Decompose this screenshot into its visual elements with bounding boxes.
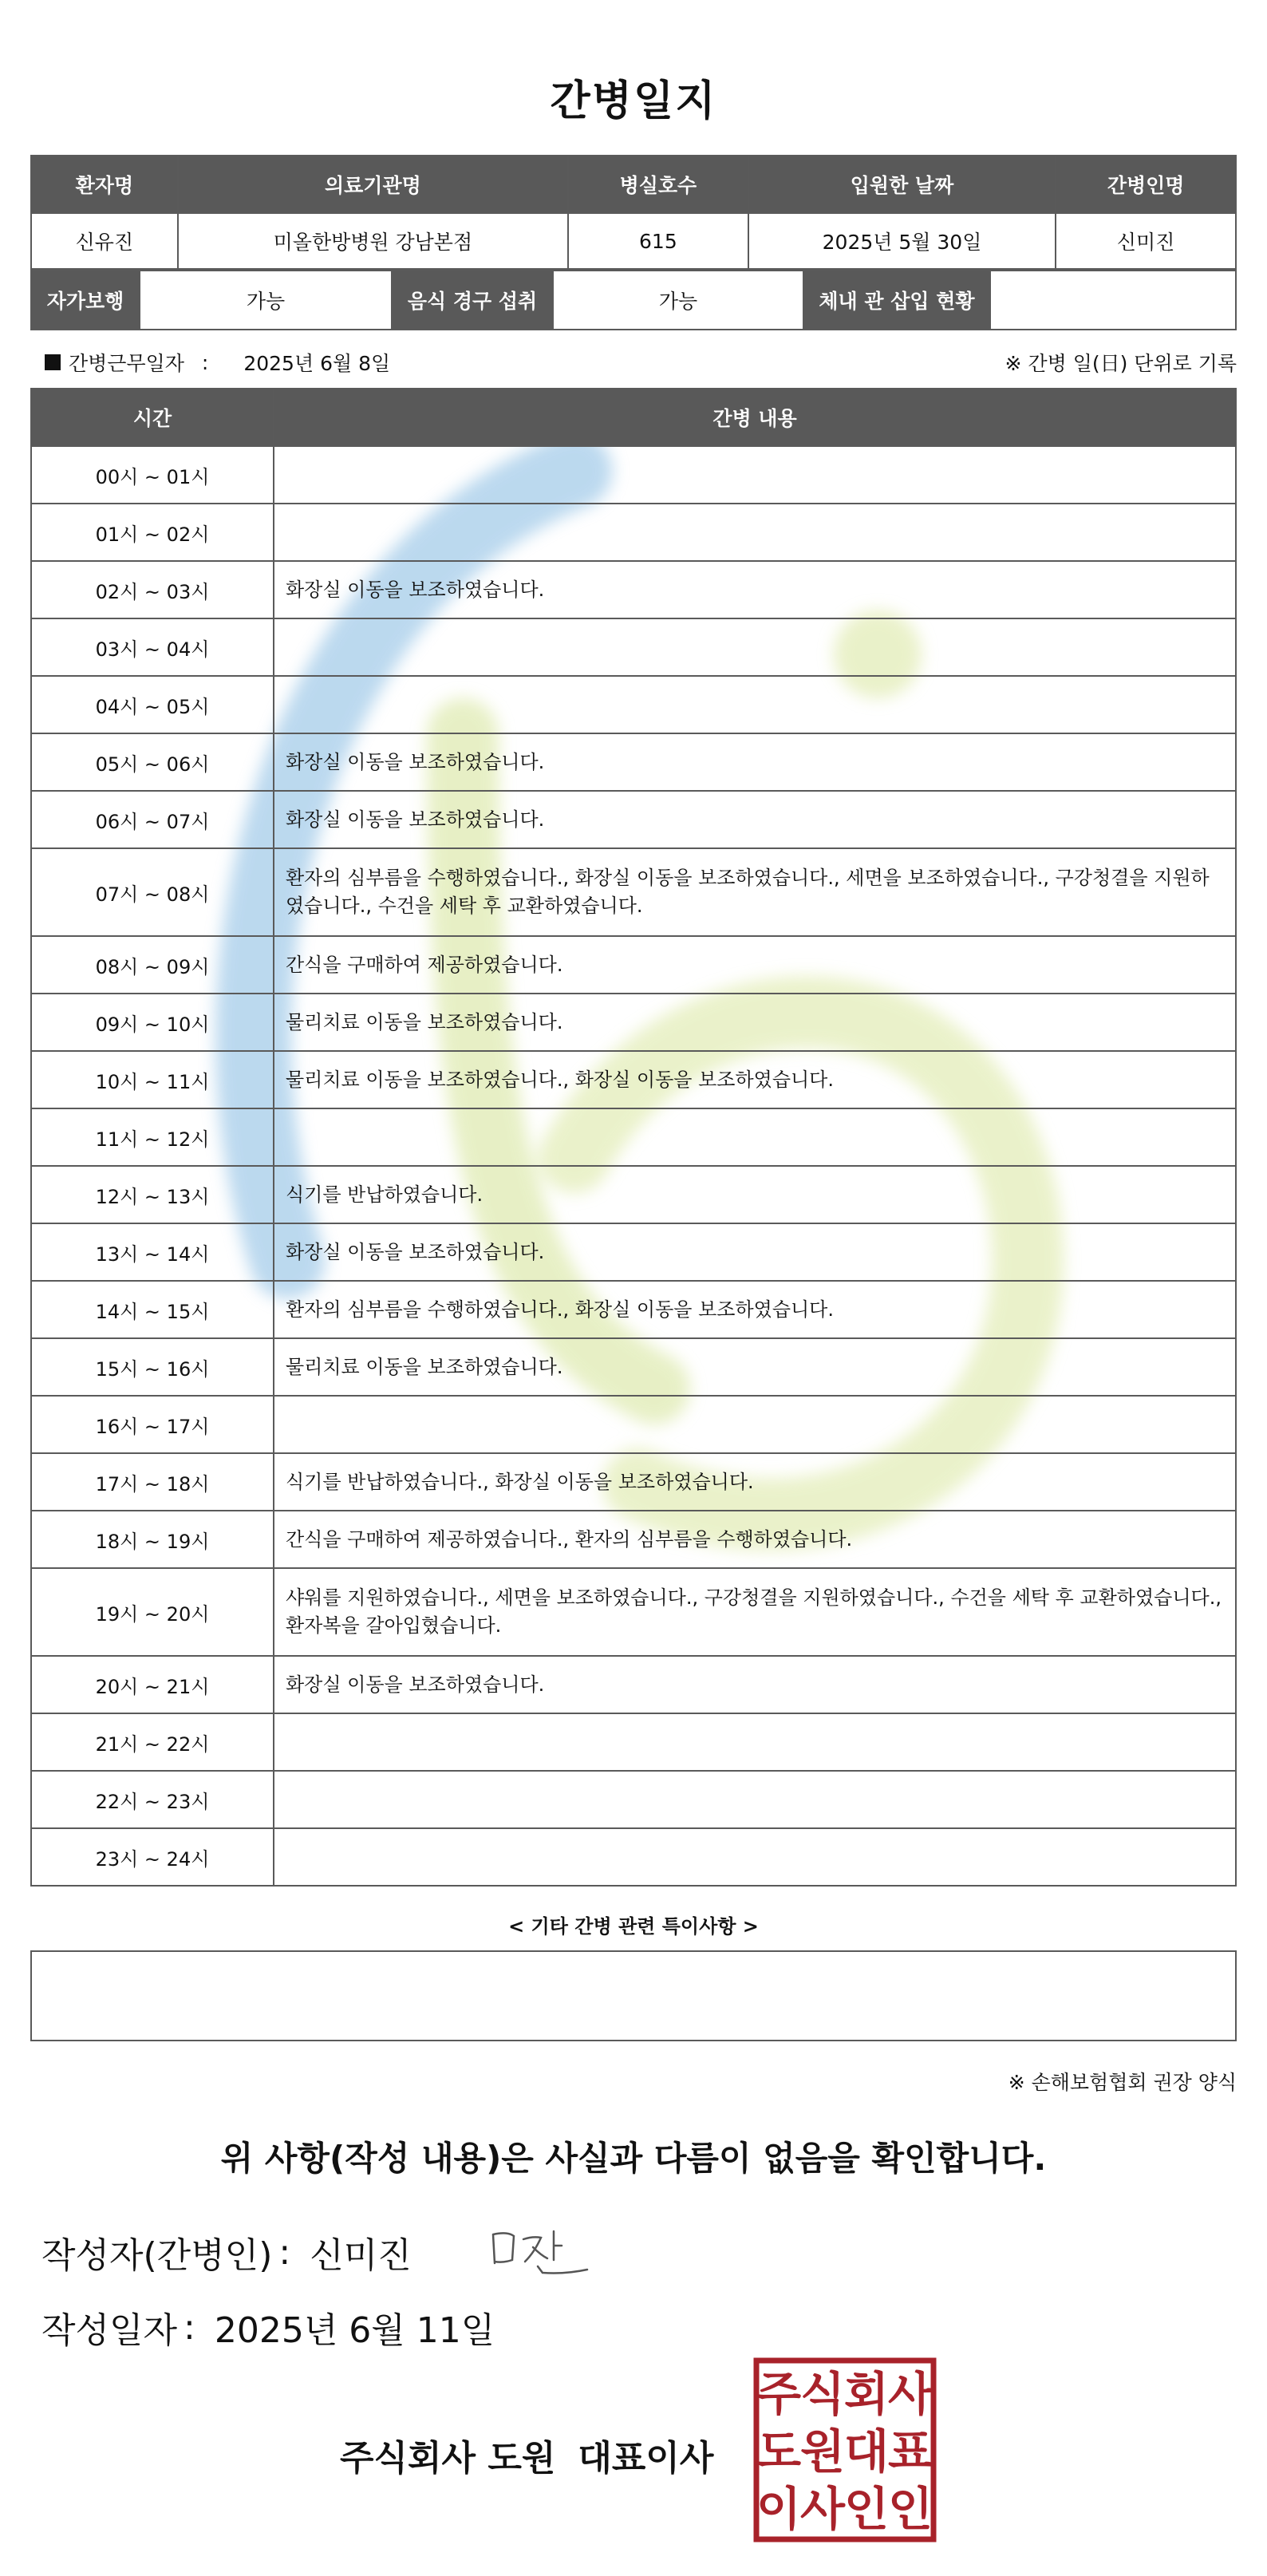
- work-date-value: 2025년 6월 8일: [243, 352, 391, 375]
- header-hospital-name: 의료기관명: [178, 156, 568, 213]
- row-time: 14시 ~ 15시: [31, 1281, 274, 1338]
- seal-character: 사: [887, 2367, 933, 2421]
- insurance-note: ※ 손해보험협회 권장 양식: [1008, 2071, 1237, 2094]
- seal-character: 원: [799, 2424, 846, 2479]
- row-care-content: 화장실 이동을 보조하였습니다.: [274, 733, 1236, 791]
- writer-name: 신미진: [310, 2235, 412, 2276]
- header-care-content: 간병 내용: [274, 389, 1236, 446]
- square-bullet-icon: [45, 354, 61, 370]
- table-row: [31, 446, 1236, 504]
- seal-character: 주: [756, 2367, 802, 2421]
- table-row: [31, 1453, 1236, 1511]
- tube-value: [989, 271, 1235, 329]
- company-name: 주식회사 도원: [340, 2438, 556, 2479]
- table-row: [31, 1568, 1236, 1656]
- seal-character: 사: [799, 2482, 846, 2536]
- table-row: [31, 1223, 1236, 1281]
- row-care-content: [274, 1828, 1236, 1886]
- row-time: 08시 ~ 09시: [31, 936, 274, 994]
- header-patient-name: 환자명: [31, 156, 178, 213]
- row-care-content: [274, 446, 1236, 504]
- admission-date: 2025년 5월 30일: [748, 213, 1056, 269]
- unit-note: ※ 간병 일(日) 단위로 기록: [1005, 352, 1237, 375]
- patient-name: 신유진: [31, 213, 178, 269]
- company-line: [340, 2429, 713, 2480]
- table-row: [31, 733, 1236, 791]
- row-care-content: 샤워를 지원하였습니다., 세면을 보조하였습니다., 구강청결을 지원하였습니다., 수건을 세탁 후 교환하였습니다., 환자복을 갈아입혔습니다.: [274, 1568, 1236, 1656]
- row-time: 02시 ~ 03시: [31, 561, 274, 618]
- write-date-label: 작성일자: [41, 2310, 178, 2351]
- row-time: 22시 ~ 23시: [31, 1771, 274, 1828]
- row-time: 07시 ~ 08시: [31, 848, 274, 936]
- table-row: [31, 1338, 1236, 1396]
- row-care-content: [274, 504, 1236, 561]
- seal-character: 인: [843, 2482, 890, 2536]
- patient-status-row: [30, 270, 1237, 330]
- care-log-table: [30, 388, 1237, 1887]
- table-row: [31, 1511, 1236, 1568]
- row-time: 00시 ~ 01시: [31, 446, 274, 504]
- write-date-colon: :: [184, 2306, 195, 2348]
- work-date-label: 간병근무일자: [69, 352, 184, 375]
- notes-box: [30, 1950, 1237, 2041]
- row-time: 19시 ~ 20시: [31, 1568, 274, 1656]
- row-care-content: [274, 1108, 1236, 1166]
- row-time: 04시 ~ 05시: [31, 676, 274, 733]
- handwritten-signature: [485, 2223, 597, 2279]
- row-care-content: 환자의 심부름을 수행하였습니다., 화장실 이동을 보조하였습니다.: [274, 1281, 1236, 1338]
- row-care-content: 식기를 반납하였습니다.: [274, 1166, 1236, 1223]
- seal-character: 이: [756, 2482, 802, 2536]
- header-caregiver-name: 간병인명: [1056, 156, 1236, 213]
- row-time: 11시 ~ 12시: [31, 1108, 274, 1166]
- row-time: 09시 ~ 10시: [31, 994, 274, 1051]
- row-care-content: 화장실 이동을 보조하였습니다.: [274, 561, 1236, 618]
- self-walk-value: 가능: [139, 271, 393, 329]
- row-time: 03시 ~ 04시: [31, 618, 274, 676]
- oral-intake-value: 가능: [552, 271, 804, 329]
- row-time: 15시 ~ 16시: [31, 1338, 274, 1396]
- seal-character: 인: [887, 2482, 933, 2536]
- writer-line: [41, 2226, 412, 2278]
- table-row: [31, 676, 1236, 733]
- row-care-content: 간식을 구매하여 제공하였습니다.: [274, 936, 1236, 994]
- table-row: [31, 561, 1236, 618]
- header-admission-date: 입원한 날짜: [748, 156, 1056, 213]
- table-row: [31, 1281, 1236, 1338]
- row-time: 16시 ~ 17시: [31, 1396, 274, 1453]
- row-time: 21시 ~ 22시: [31, 1713, 274, 1771]
- work-date: [45, 348, 390, 377]
- writer-colon: :: [278, 2231, 291, 2273]
- row-care-content: 화장실 이동을 보조하였습니다.: [274, 1656, 1236, 1713]
- row-care-content: [274, 1396, 1236, 1453]
- hospital-name: 미올한방병원 강남본점: [178, 213, 568, 269]
- row-time: 20시 ~ 21시: [31, 1656, 274, 1713]
- patient-info-table: [30, 155, 1237, 270]
- company-title: 대표이사: [578, 2438, 714, 2479]
- row-care-content: [274, 1771, 1236, 1828]
- table-row: [31, 504, 1236, 561]
- table-row: [31, 1396, 1236, 1453]
- company-seal-stamp: [753, 2357, 937, 2542]
- row-care-content: 화장실 이동을 보조하였습니다.: [274, 791, 1236, 848]
- row-care-content: 화장실 이동을 보조하였습니다.: [274, 1223, 1236, 1281]
- table-row: [31, 1051, 1236, 1108]
- table-row: [31, 1166, 1236, 1223]
- table-row: [31, 1108, 1236, 1166]
- notes-title: < 기타 간병 관련 특이사항 >: [508, 1915, 759, 1938]
- tube-label: 체내 관 삽입 현황: [804, 271, 989, 329]
- row-time: 10시 ~ 11시: [31, 1051, 274, 1108]
- row-time: 06시 ~ 07시: [31, 791, 274, 848]
- row-care-content: [274, 1713, 1236, 1771]
- seal-character: 표: [887, 2424, 933, 2479]
- row-time: 05시 ~ 06시: [31, 733, 274, 791]
- row-time: 12시 ~ 13시: [31, 1166, 274, 1223]
- seal-character: 도: [756, 2424, 802, 2479]
- confirmation-statement: 위 사항(작성 내용)은 사실과 다름이 없음을 확인합니다.: [220, 2139, 1047, 2178]
- row-care-content: 식기를 반납하였습니다., 화장실 이동을 보조하였습니다.: [274, 1453, 1236, 1511]
- row-care-content: [274, 618, 1236, 676]
- row-care-content: 환자의 심부름을 수행하였습니다., 화장실 이동을 보조하였습니다., 세면을 보조하였습니다., 구강청결을 지원하였습니다., 수건을 세탁 후 교환하였습니다.: [274, 848, 1236, 936]
- caregiver-name: 신미진: [1056, 213, 1236, 269]
- self-walk-label: 자가보행: [32, 271, 139, 329]
- writer-label: 작성자(간병인): [41, 2235, 273, 2276]
- room-number: 615: [568, 213, 748, 269]
- row-time: 01시 ~ 02시: [31, 504, 274, 561]
- seal-character: 식: [799, 2367, 846, 2421]
- row-care-content: 물리치료 이동을 보조하였습니다., 화장실 이동을 보조하였습니다.: [274, 1051, 1236, 1108]
- write-date-value: 2025년 6월 11일: [214, 2310, 495, 2351]
- row-time: 18시 ~ 19시: [31, 1511, 274, 1568]
- row-time: 13시 ~ 14시: [31, 1223, 274, 1281]
- table-row: [31, 848, 1236, 936]
- row-care-content: 물리치료 이동을 보조하였습니다.: [274, 1338, 1236, 1396]
- table-row: [31, 1771, 1236, 1828]
- table-row: [31, 936, 1236, 994]
- document-title: 간병일지: [550, 77, 717, 125]
- table-row: [31, 791, 1236, 848]
- header-room-number: 병실호수: [568, 156, 748, 213]
- row-care-content: 물리치료 이동을 보조하였습니다.: [274, 994, 1236, 1051]
- table-row: [31, 1713, 1236, 1771]
- table-row: [31, 1828, 1236, 1886]
- work-date-colon: :: [201, 350, 209, 374]
- write-date-line: [41, 2301, 495, 2353]
- oral-intake-label: 음식 경구 섭취: [393, 271, 552, 329]
- seal-character: 대: [843, 2424, 890, 2479]
- row-time: 17시 ~ 18시: [31, 1453, 274, 1511]
- row-time: 23시 ~ 24시: [31, 1828, 274, 1886]
- header-time: 시간: [31, 389, 274, 446]
- table-row: [31, 994, 1236, 1051]
- table-row: [31, 618, 1236, 676]
- table-row: [31, 1656, 1236, 1713]
- seal-character: 회: [843, 2367, 890, 2421]
- row-care-content: [274, 676, 1236, 733]
- row-care-content: 간식을 구매하여 제공하였습니다., 환자의 심부름을 수행하였습니다.: [274, 1511, 1236, 1568]
